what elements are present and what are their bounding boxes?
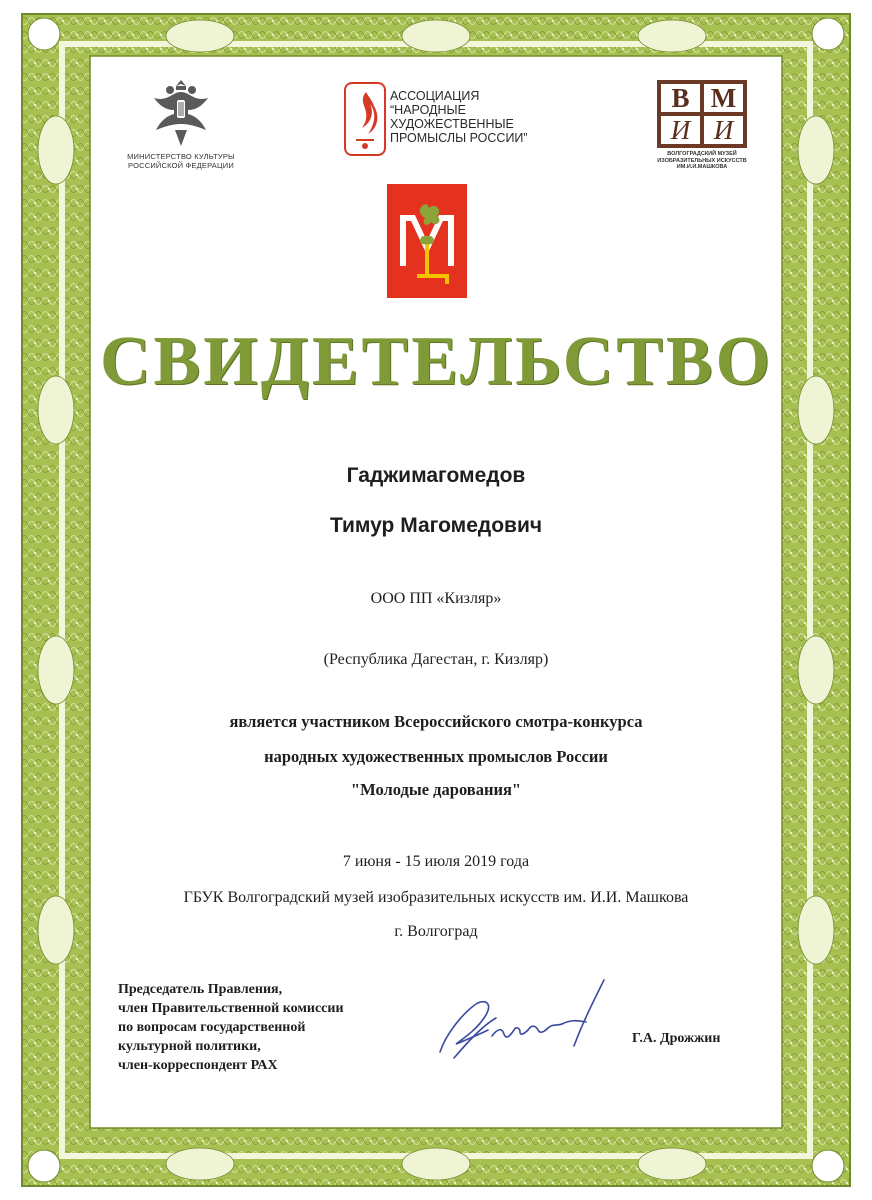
signatory-position-line2: член Правительственной комиссии [118,1001,344,1016]
organization: ООО ПП «Кизляр» [370,590,502,607]
location: (Республика Дагестан, г. Кизляр) [323,651,549,668]
museum-letter-4: И [704,116,743,144]
museum-letter-1: В [661,84,700,112]
museum-caption-line2: ИЗОБРАЗИТЕЛЬНЫХ ИСКУССТВ [657,157,747,164]
museum-caption [642,151,762,171]
signatory-position-line3: по вопросам государственной [118,1020,306,1035]
signatory-position-line1: Председатель Правления, [118,982,283,997]
venue-line2: г. Волгоград [394,923,478,940]
association-caption [390,89,580,145]
statement-line1: является участником Всероссийского смотра-конкурса [229,712,643,731]
museum-caption-line1: ВОЛГОГРАДСКИЙ МУЗЕЙ [667,151,737,157]
recipient-given-names: Тимур Магомедович [329,514,543,537]
md-monogram-icon [387,184,467,298]
museum-letter-2: М [704,84,743,112]
signatory-name: Г.А. Дрожжин [632,1031,721,1046]
double-headed-eagle-icon [146,72,216,150]
signatory-position-line5: член-корреспондент РАХ [118,1058,278,1073]
flame-emblem-icon [344,82,386,156]
association-line3: ХУДОЖЕСТВЕННЫЕ [390,117,514,131]
md-monogram-drawing [387,184,467,298]
museum-letter-3: И [661,116,700,144]
signatory-position [118,980,438,1075]
ministry-caption-line2: РОССИЙСКОЙ ФЕДЕРАЦИИ [128,161,234,170]
statement-line2: народных художественных промыслов России [264,747,608,766]
association-line4: ПРОМЫСЛЫ РОССИИ” [390,131,528,145]
venue-line1: ГБУК Волгоградский музей изобразительных искусств им. И.И. Машкова [183,889,689,906]
ministry-caption [106,152,256,170]
museum-caption-line3: ИМ.И.И.МАШКОВА [676,164,728,170]
recipient-surname: Гаджимагомедов [346,464,526,487]
association-line1: АССОЦИАЦИЯ [390,89,480,103]
statement-line3: "Молодые дарования" [350,780,522,799]
event-dates: 7 июня - 15 июля 2019 года [342,853,530,870]
certificate-title: СВИДЕТЕЛЬСТВО [100,323,774,400]
association-line2: “НАРОДНЫЕ [390,103,466,117]
handwritten-signature [436,974,616,1066]
museum-logo [657,80,747,148]
ministry-caption-line1: МИНИСТЕРСТВО КУЛЬТУРЫ [127,152,235,161]
signatory-position-line4: культурной политики, [118,1039,261,1054]
